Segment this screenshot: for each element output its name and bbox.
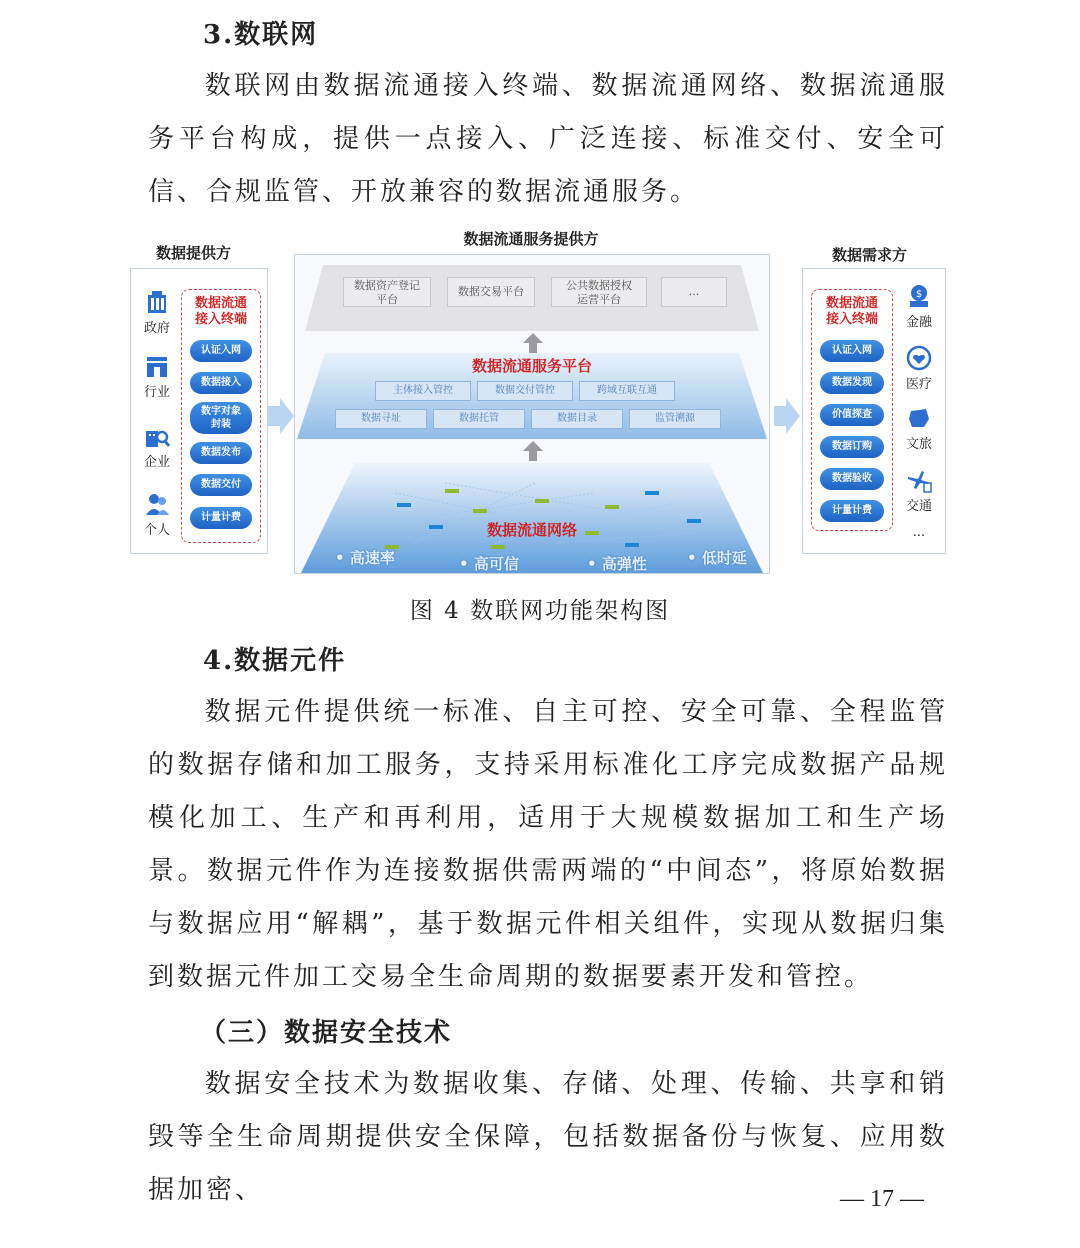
demand-culture-tourism [897, 405, 941, 452]
demand-label: 金融 [905, 315, 932, 330]
platform-cell: 数据目录 [531, 409, 623, 429]
provider-label: 个人 [143, 523, 170, 538]
demand-label: 文旅 [905, 437, 932, 452]
demand-label: 医疗 [905, 377, 932, 392]
top-platform: 数据交易平台 [447, 277, 535, 307]
network-node [645, 491, 659, 495]
provider-pill [190, 402, 252, 434]
feature-label: 低时延 [701, 549, 747, 567]
section-3-text: 数联网由数据流通接入终端、数据流通网络、数据流通服务平台构成，提供一点接入、广泛连接、标准交付、安全可信、合规监管、开放兼容的数据流通服务。 [148, 71, 948, 207]
network-node [535, 499, 549, 503]
platform-line: 数据资产登记 [354, 279, 420, 292]
platform-cell: 数据寻址 [335, 409, 427, 429]
up-arrow-icon [523, 441, 543, 461]
pill-line: 封装 [211, 419, 231, 430]
demand-label: 交通 [905, 499, 932, 514]
demand-label: ... [912, 525, 926, 540]
right-arrow-icon [268, 398, 294, 434]
page-number: — 17 — [840, 1186, 924, 1212]
provider-enterprise [135, 423, 179, 470]
network-title: 数据流通网络 [486, 521, 577, 539]
provider-panel [130, 268, 268, 554]
network-node [397, 503, 411, 507]
section-4-text: 数据元件提供统一标准、自主可控、安全可靠、全程监管的数据存储和加工服务，支持采用标准化工序完成数据产品规模化加工、生产和再利用，适用于大规模数据加工和生产场景。数据元件作为连接数据供需两端的“中间态”，将原始数据与数据应用“解耦”，基于数据元件相关组件，实现从数据归集到数据元件加工交易全生命周期的数据要素开发和管控。 [148, 697, 948, 992]
network-node [491, 545, 505, 549]
person-icon [144, 491, 170, 517]
top-platform: ... [661, 277, 727, 307]
transport-icon [906, 467, 932, 493]
demand-pill: 价值探查 [820, 404, 884, 426]
provider-pill: 认证入网 [190, 340, 252, 362]
top-platform [343, 277, 431, 307]
provider-pill: 数据发布 [190, 442, 252, 464]
platform-cell: 数据托管 [433, 409, 525, 429]
network-node [445, 489, 459, 493]
network-node [605, 505, 619, 509]
up-arrow-icon [523, 333, 543, 353]
security-paragraph [148, 1058, 948, 1217]
demand-pill: 认证入网 [820, 340, 884, 362]
right-arrow-icon [774, 398, 800, 434]
feature-label: 高速率 [349, 549, 395, 567]
platform-line: 平台 [376, 293, 398, 306]
demand-terminal-title [812, 296, 892, 328]
network-feature: • 高弹性 [587, 555, 647, 573]
platform-line: 公共数据授权 [566, 279, 632, 292]
network-node [625, 543, 639, 547]
demand-more [897, 525, 941, 540]
terminal-title-line: 接入终端 [825, 312, 878, 327]
demand-pill: 数据订购 [820, 436, 884, 458]
platform-line: 运营平台 [577, 293, 621, 306]
government-building-icon [144, 289, 170, 315]
provider-label: 行业 [143, 385, 170, 400]
finance-icon [906, 283, 932, 309]
section-3-heading: 3.数联网 [203, 20, 319, 50]
platform-cell: 主体接入管控 [375, 381, 471, 401]
culture-tourism-icon [906, 405, 932, 431]
provider-industry [135, 353, 179, 400]
service-title: 数据流通服务提供方 [463, 230, 599, 248]
terminal-title-line: 数据流通 [194, 296, 247, 311]
platform-cell: 数据交付管控 [477, 381, 573, 401]
provider-label: 政府 [143, 321, 170, 336]
provider-label: 企业 [143, 455, 170, 470]
provider-terminal [181, 289, 261, 543]
platform-cell: 跨域互联互通 [579, 381, 675, 401]
enterprise-icon [144, 423, 170, 449]
security-heading: （三）数据安全技术 [200, 1018, 453, 1048]
demand-panel [802, 268, 946, 554]
medical-icon [906, 345, 932, 371]
demand-transport [897, 467, 941, 514]
terminal-title-line: 接入终端 [194, 312, 247, 327]
provider-government [135, 289, 179, 336]
architecture-figure [126, 226, 956, 576]
demand-finance [897, 283, 941, 330]
top-platform [551, 277, 647, 307]
section-4-heading: 4.数据元件 [203, 646, 347, 676]
pill-line: 数字对象 [201, 406, 241, 417]
network-feature: • 低时延 [687, 549, 747, 567]
provider-terminal-title [182, 296, 260, 328]
feature-label: 高可信 [473, 555, 519, 573]
section-4-paragraph [148, 686, 948, 1004]
network-node [473, 509, 487, 513]
network-feature: • 高可信 [459, 555, 519, 573]
demand-medical [897, 345, 941, 392]
provider-pill: 数据交付 [190, 474, 252, 496]
provider-pill: 数据接入 [190, 372, 252, 394]
provider-title: 数据提供方 [156, 244, 232, 262]
industry-icon [144, 353, 170, 379]
figure-caption: 图 4 数联网功能架构图 [409, 598, 671, 624]
demand-pill: 数据发现 [820, 372, 884, 394]
section-3-paragraph [148, 60, 948, 219]
platform-cell: 监管溯源 [629, 409, 721, 429]
terminal-title-line: 数据流通 [825, 296, 878, 311]
provider-pill: 计量计费 [190, 507, 252, 529]
network-feature: • 高速率 [335, 549, 395, 567]
provider-person [135, 491, 179, 538]
demand-pill: 计量计费 [820, 500, 884, 522]
demand-pill: 数据验收 [820, 468, 884, 490]
demand-title: 数据需求方 [832, 246, 908, 264]
security-text: 数据安全技术为数据收集、存储、处理、传输、共享和销毁等全生命周期提供安全保障，包括数据备份与恢复、应用数据加密、 [148, 1069, 948, 1205]
feature-label: 高弹性 [601, 555, 647, 573]
svg-text:$: $ [915, 289, 923, 300]
service-panel [294, 254, 770, 574]
service-platform-title: 数据流通服务平台 [471, 357, 592, 375]
demand-terminal [811, 289, 893, 531]
